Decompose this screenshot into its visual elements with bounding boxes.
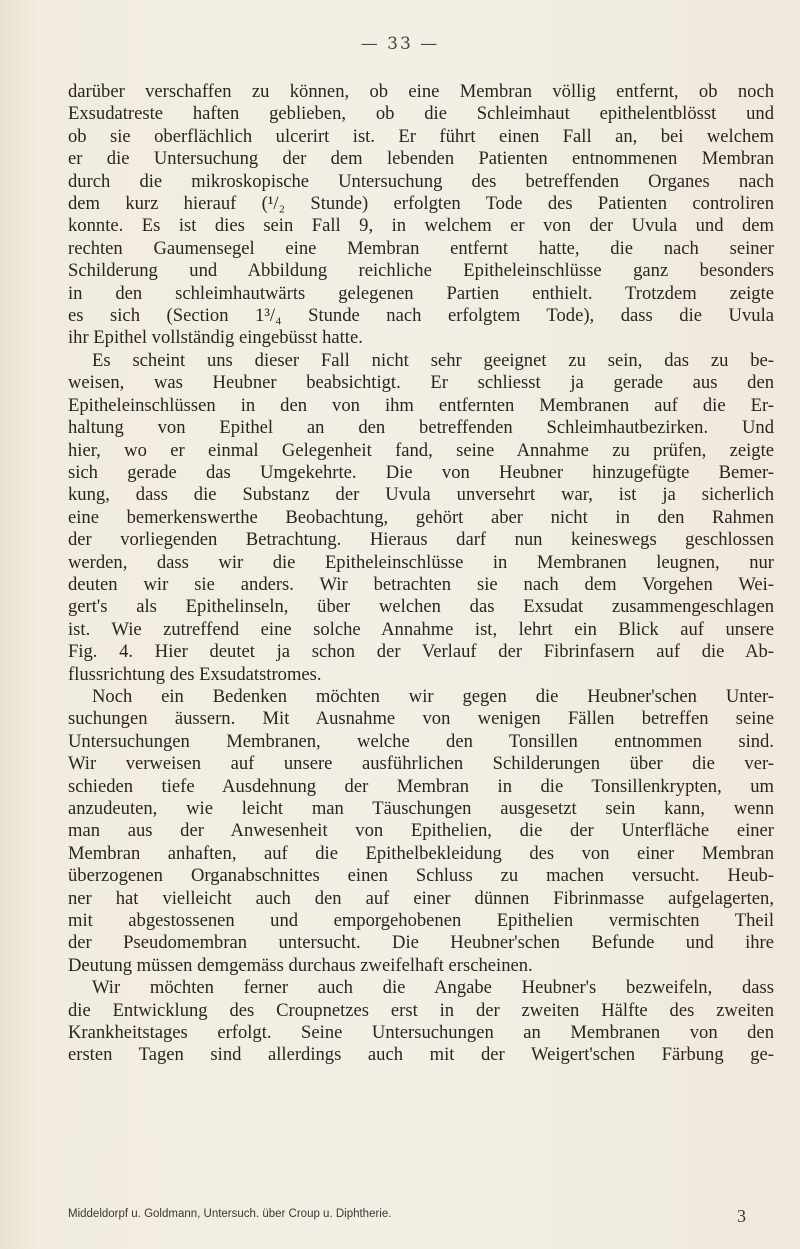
text-line: überzogenen Organabschnittes einen Schluss zu machen versucht. Heub- <box>68 865 774 887</box>
text-line: Wir verweisen auf unsere ausführlichen Schilderungen über die ver- <box>68 753 774 775</box>
text-line: man aus der Anwesenheit von Epithelien, die der Unterfläche einer <box>68 820 774 842</box>
page-number: — 33 — <box>360 34 440 54</box>
text-line: Krankheitstages erfolgt. Seine Untersuchungen an Membranen von den <box>68 1022 774 1044</box>
text-line: ist. Wie zutreffend eine solche Annahme ist, lehrt ein Blick auf unsere <box>68 618 774 640</box>
text-line: durch die mikroskopische Untersuchung des betreffenden Organes nach <box>68 170 774 192</box>
text-line: eine bemerkenswerthe Beobachtung, gehört aber nicht in den Rahmen <box>68 506 774 528</box>
text-line: mit abgestossenen und emporgehobenen Epithelien vermischten Theil <box>68 910 774 932</box>
text-line: Deutung müssen demgemäss durchaus zweifelhaft erscheinen. <box>68 954 533 976</box>
text-line: in den schleimhautwärts gelegenen Partien enthielt. Trotzdem zeigte <box>68 282 774 304</box>
text-line: kung, dass die Substanz der Uvula unversehrt war, ist ja sicherlich <box>68 484 774 506</box>
body-text <box>68 81 774 1067</box>
text-line: konnte. Es ist dies sein Fall 9, in welchem er von der Uvula und dem <box>68 215 774 237</box>
text-line: weisen, was Heubner beabsichtigt. Er schliesst ja gerade aus den <box>68 372 774 394</box>
text-line: ner hat vielleicht auch den auf einer dünnen Fibrinmasse aufgelagerten, <box>68 887 774 909</box>
text-line: darüber verschaffen zu können, ob eine Membran völlig entfernt, ob noch <box>68 81 774 102</box>
text-line: dem kurz hierauf (¹/₂ Stunde) erfolgten Tode des Patienten controliren <box>68 193 774 215</box>
text-line: hier, wo er einmal Gelegenheit fand, seine Annahme zu prüfen, zeigte <box>68 439 774 461</box>
text-line: schieden tiefe Ausdehnung der Membran in die Tonsillenkrypten, um <box>68 775 774 797</box>
text-line: deuten wir sie anders. Wir betrachten sie nach dem Vorgehen Wei- <box>68 573 774 595</box>
text-line: der Pseudomembran untersucht. Die Heubner'schen Befunde und ihre <box>68 932 774 954</box>
text-line: es sich (Section 1³/₄ Stunde nach erfolgtem Tode), dass die Uvula <box>68 305 774 327</box>
signature-mark: 3 <box>737 1206 746 1226</box>
text-line: Noch ein Bedenken möchten wir gegen die Heubner'schen Unter- <box>92 685 774 707</box>
text-line: Wir möchten ferner auch die Angabe Heubner's bezweifeln, dass <box>92 977 774 999</box>
text-line: er die Untersuchung der dem lebenden Patienten entnommenen Membran <box>68 148 774 170</box>
footer <box>68 1206 774 1226</box>
text-line: Fig. 4. Hier deutet ja schon der Verlauf der Fibrinfasern auf die Ab- <box>68 641 774 663</box>
text-line: flussrichtung des Exsudatstromes. <box>68 663 322 685</box>
text-line: Membran anhaften, auf die Epithelbekleidung des von einer Membran <box>68 842 774 864</box>
text-line: ob sie oberflächlich ulcerirt ist. Er führt einen Fall an, bei welchem <box>68 125 774 147</box>
text-line: werden, dass wir die Epitheleinschlüsse in Membranen leugnen, nur <box>68 551 774 573</box>
text-line: Untersuchungen Membranen, welche den Tonsillen entnommen sind. <box>68 730 774 752</box>
text-line: ihr Epithel vollständig eingebüsst hatte. <box>68 327 363 349</box>
paragraph-1 <box>68 81 774 350</box>
paragraph-3 <box>68 686 774 977</box>
text-line: Epitheleinschlüssen in den von ihm entfernten Membranen auf die Er- <box>68 394 774 416</box>
text-line: gert's als Epithelinseln, über welchen das Exsudat zusammengeschlagen <box>68 596 774 618</box>
text-line: suchungen äussern. Mit Ausnahme von wenigen Fällen betreffen seine <box>68 708 774 730</box>
text-line: die Entwicklung des Croupnetzes erst in der zweiten Hälfte des zweiten <box>68 999 774 1021</box>
text-line: rechten Gaumensegel eine Membran entfernt hatte, die nach seiner <box>68 237 774 259</box>
paragraph-4 <box>68 977 774 1067</box>
text-line: haltung von Epithel an den betreffenden Schleimhautbezirken. Und <box>68 417 774 439</box>
text-line: der vorliegenden Betrachtung. Hieraus darf nun keineswegs geschlossen <box>68 529 774 551</box>
text-line: anzudeuten, wie leicht man Täuschungen ausgesetzt sein kann, wenn <box>68 798 774 819</box>
paragraph-2 <box>68 350 774 686</box>
text-line: Schilderung und Abbildung reichliche Epitheleinschlüsse ganz besonders <box>68 260 774 282</box>
text-line: Exsudatreste haften geblieben, ob die Schleimhaut epithelentblösst und <box>68 103 774 125</box>
text-line: sich gerade das Umgekehrte. Die von Heubner hinzugefügte Bemer- <box>68 461 774 483</box>
text-line: ersten Tagen sind allerdings auch mit der Weigert'schen Färbung ge- <box>68 1044 774 1066</box>
text-line: Es scheint uns dieser Fall nicht sehr geeignet zu sein, das zu be- <box>92 349 774 371</box>
citation-footnote: Middeldorpf u. Goldmann, Untersuch. über Croup u. Diphtherie. <box>68 1208 392 1220</box>
